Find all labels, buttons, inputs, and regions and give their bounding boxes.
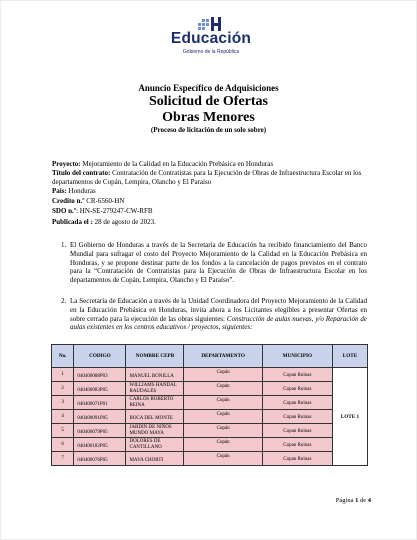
- paragraph-italic-text: Construcción de aulas nuevas, y/o Reparación de aulas existentes en los centros educativos / proyectos, siguientes:: [70, 314, 367, 332]
- cell-departamento: Copán: [184, 410, 262, 424]
- table-row: [52, 424, 368, 438]
- cell-departamento: Copán: [184, 438, 262, 452]
- page-of-label: de: [358, 497, 368, 504]
- logo-text: Educación: [170, 30, 252, 47]
- announcement-title: Anuncio Específico de Adquisiciones: [138, 83, 279, 93]
- cell-codigo: 040400091P05: [74, 410, 126, 424]
- table-row: [52, 368, 368, 382]
- page-label: Página: [335, 497, 356, 504]
- paragraph-number: 2.: [61, 297, 67, 305]
- publicada-label: Publicada el :: [52, 218, 93, 226]
- projects-table: [51, 344, 368, 466]
- page-title-line2: Obras Menores: [162, 110, 255, 125]
- cell-nombre: DOLORES DE CANTILLANO: [126, 438, 184, 452]
- cell-codigo: 040400076P05: [74, 452, 126, 466]
- table-row: [52, 396, 368, 410]
- cell-nombre: BOCA DEL MONTE: [126, 410, 184, 424]
- cell-departamento: Copán: [184, 424, 262, 438]
- titulo-line: [52, 169, 370, 187]
- cell-municipio: Copan Ruinas: [262, 452, 332, 466]
- header-no: No.: [52, 345, 74, 368]
- logo-subtitle: Gobierno de la República: [182, 49, 240, 55]
- cell-nombre: CARLOS ROBERTO REINA: [126, 396, 184, 410]
- header-nombre: NOMBRE CEPB: [126, 345, 184, 368]
- publicada-line: [52, 218, 370, 227]
- cell-no: 4: [52, 410, 74, 424]
- proyecto-label: Proyecto:: [52, 160, 81, 168]
- cell-municipio: Copan Ruinas: [262, 410, 332, 424]
- cell-municipio: Copan Ruinas: [262, 382, 332, 396]
- cell-municipio: Copan Ruinas: [262, 396, 332, 410]
- cell-codigo: 040400071P01: [74, 396, 126, 410]
- credito-value: CR-6560-HN: [84, 197, 125, 205]
- titulo-value: Contratación de Contratistas para la Ejecución de Obras de Infraestructura Escolar en los departamentos de Copán, Lempira, Olancho y El Paraíso: [52, 169, 362, 186]
- credito-label: Credito n.º: [52, 197, 85, 205]
- pais-value: Honduras: [66, 187, 96, 195]
- table-row: [52, 410, 368, 424]
- paragraph-1: [61, 241, 367, 285]
- pais-line: [52, 187, 370, 196]
- cell-codigo: 040400079P05: [74, 424, 126, 438]
- sdo-line: [52, 207, 370, 216]
- cell-codigo: 040400182P05: [74, 438, 126, 452]
- cell-codigo: 040400088P03: [74, 368, 126, 382]
- page-title-line1: Solicitud de Ofertas: [149, 94, 268, 109]
- cell-no: 5: [52, 424, 74, 438]
- process-subtitle: (Proceso de licitación de un solo sobre): [150, 126, 267, 134]
- proyecto-value: Mejoramiento de la Calidad en la Educación Prebásica en Honduras: [80, 160, 274, 168]
- credito-line: [52, 197, 370, 206]
- cell-departamento: Copán: [184, 452, 262, 466]
- publicada-value: 28 de agosto de 2023.: [92, 218, 156, 226]
- cell-no: 3: [52, 396, 74, 410]
- page-current: 1: [355, 497, 359, 504]
- header-municipio: MUNICIPIO: [262, 345, 332, 368]
- sdo-label: SDO n.º: [52, 207, 77, 215]
- cell-nombre: WILLIAMS HANDAL RAUDALES: [126, 382, 184, 396]
- titulo-label: Título del contrato:: [52, 169, 111, 177]
- paragraph-2: [61, 297, 367, 332]
- cell-nombre: MAYA CHORTI: [126, 452, 184, 466]
- cell-municipio: Copan Ruinas: [262, 368, 332, 382]
- cell-nombre: MANUEL BONILLA: [126, 368, 184, 382]
- paragraph-text: El Gobierno de Honduras a través de la Secretaría de Educación ha recibido financiamiento del Banco Mundial para sufragar el costo del Proyecto Mejoramiento de la Calidad en la Educación Prebásica en Honduras, y se propone destinar parte de los fondos a la cancelación de pagos previstos en el contrato para la “Contratación de Contratistas para la Ejecución de Obras de Infraestructura Escolar en los departamentos de Copán, Lempira, Olancho y El Paraíso”.: [70, 241, 367, 285]
- cell-no: 1: [52, 368, 74, 382]
- page-total: 4: [367, 497, 371, 504]
- table-row: [52, 452, 368, 466]
- paragraph-text: La Secretaría de Educación a través de la Unidad Coordinadora del Proyecto Mejoramiento de la Calidad en la Educación Prebásica en Honduras, invita ahora a los Licitantes elegibles a presentar Ofertas en sobre cerrado para la ejecución de las obras siguientes:: [70, 297, 367, 323]
- cell-municipio: Copan Ruinas: [262, 424, 332, 438]
- page-number: [336, 497, 371, 504]
- table-row: [52, 438, 368, 452]
- header-lote: LOTE: [332, 345, 367, 368]
- pais-label: País:: [52, 187, 67, 195]
- cell-no: 2: [52, 382, 74, 396]
- cell-no: 7: [52, 452, 74, 466]
- proyecto-line: [52, 160, 370, 169]
- sdo-value: : HN-SE-279247-CW-RFB: [76, 207, 153, 215]
- cell-lote: LOTE 1: [332, 368, 367, 466]
- cell-departamento: Copán: [184, 382, 262, 396]
- table-row: [52, 382, 368, 396]
- cell-departamento: Copán: [184, 368, 262, 382]
- cell-departamento: Copán: [184, 396, 262, 410]
- educacion-logo: [146, 17, 276, 57]
- cell-codigo: 040400083P05: [74, 382, 126, 396]
- table-header-row: [52, 345, 368, 368]
- header-codigo: CODIGO: [74, 345, 126, 368]
- header-departamento: DEPARTAMENTO: [184, 345, 262, 368]
- cell-nombre: JARDIN DE NIÑOS MUNDO MAYA: [126, 424, 184, 438]
- cell-no: 6: [52, 438, 74, 452]
- cell-municipio: Copan Ruinas: [262, 438, 332, 452]
- paragraph-number: 1.: [61, 241, 67, 249]
